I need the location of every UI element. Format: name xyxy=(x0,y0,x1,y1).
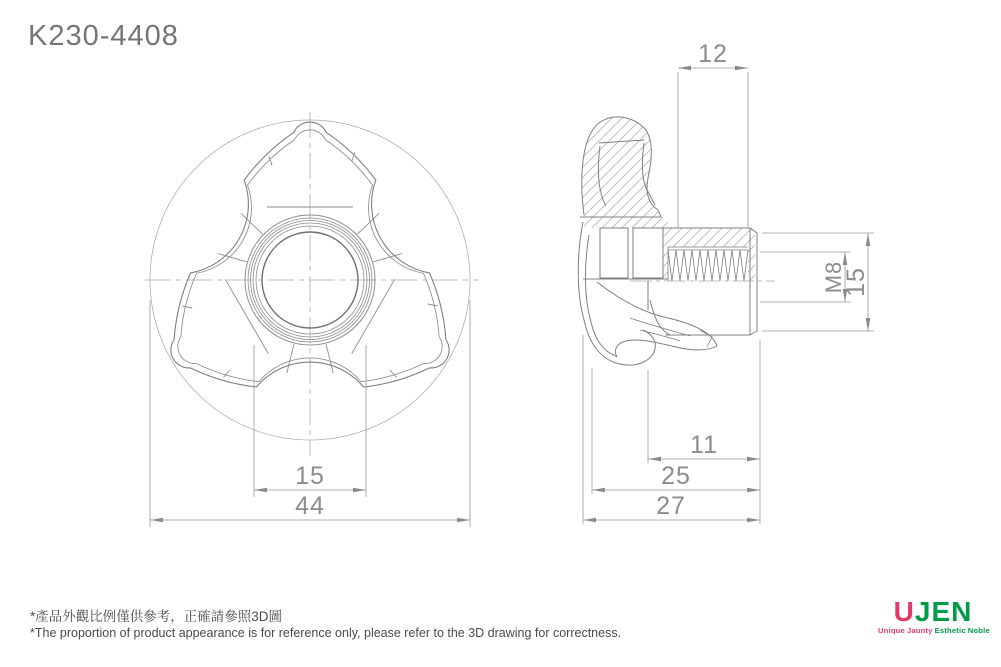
hatch-left-of-threads xyxy=(663,228,668,281)
logo-tagline-word: Unique xyxy=(878,626,905,635)
logo-wordmark xyxy=(877,598,989,626)
hatch-upper-lobe xyxy=(582,117,660,217)
lower-lobe-arm-streaks xyxy=(630,318,712,347)
side-view xyxy=(578,40,874,524)
front-view xyxy=(145,112,478,527)
logo-tagline-word: Noble xyxy=(967,626,990,635)
part-number-title: K230-4408 xyxy=(28,20,179,52)
logo-tagline-word: Esthetic xyxy=(934,626,966,635)
hub-pockets xyxy=(600,228,663,278)
dim-len1-label: 11 xyxy=(690,431,718,459)
dim-len3-label: 27 xyxy=(656,492,686,520)
logo-letters-jen: JEN xyxy=(914,596,973,627)
hatch-above-threads xyxy=(668,228,755,247)
hatch-neck xyxy=(584,217,668,228)
logo-letter-u: U xyxy=(893,596,915,627)
lower-lobe-arm-upper xyxy=(597,282,717,346)
dim-top-label: 12 xyxy=(698,40,728,68)
logo-tagline xyxy=(877,626,989,635)
brand-logo xyxy=(877,598,989,635)
dim-front-inner-label: 15 xyxy=(295,462,325,490)
footnote-zh: *產品外觀比例僅供參考，正確請參照3D圖 xyxy=(30,609,283,624)
lower-lobe-outer xyxy=(578,222,655,365)
thread-zigzag xyxy=(668,250,748,281)
footnotes xyxy=(30,608,621,642)
lower-lobe-arm-lower xyxy=(615,340,717,357)
footnote-en: *The proportion of product appearance is for reference only, please refer to the 3D drawing for correctness. xyxy=(30,626,622,640)
dim-len2-label: 25 xyxy=(661,462,691,490)
logo-tagline-word: Jaunty xyxy=(906,626,933,635)
dim-dia-label: 15 xyxy=(842,267,870,297)
dim-thread-label: M8 xyxy=(821,260,846,294)
dim-front-outer-label: 44 xyxy=(295,492,325,520)
extension-lines-top xyxy=(678,72,748,228)
hatch-right-of-threads xyxy=(748,247,755,281)
section-hatching xyxy=(582,117,755,281)
